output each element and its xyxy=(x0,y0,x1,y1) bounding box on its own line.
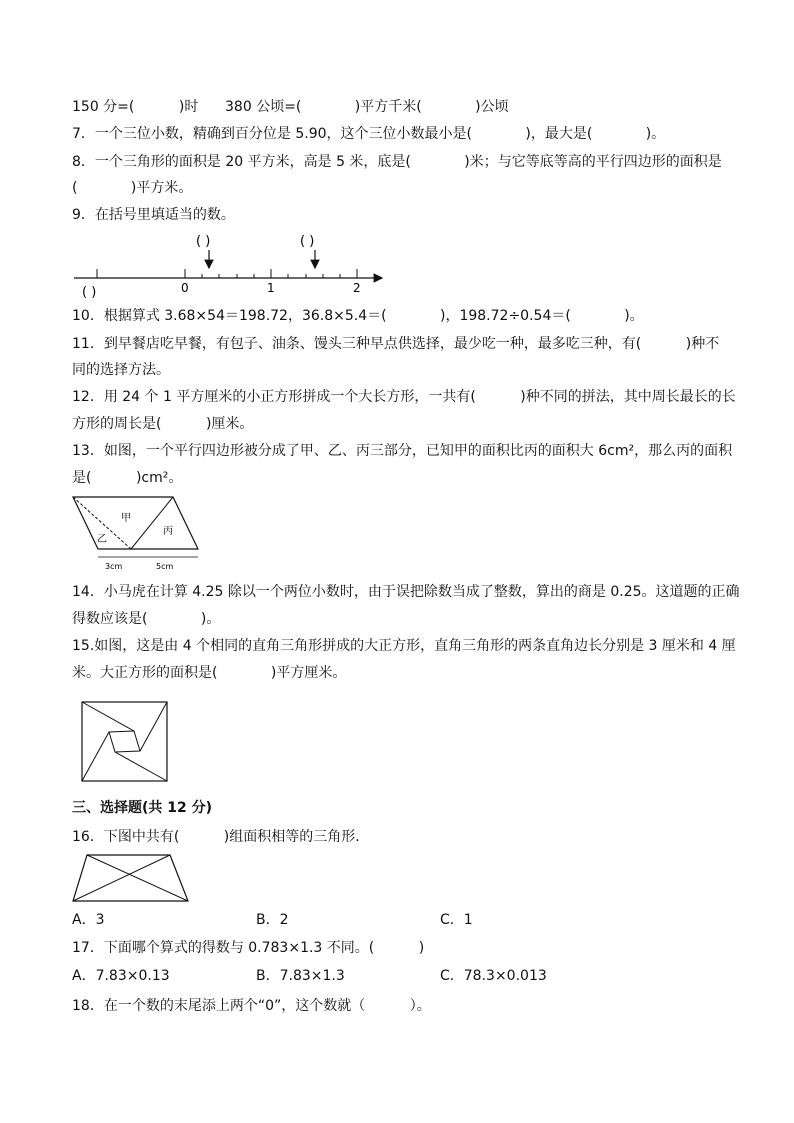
q16-option-c[interactable]: C．1 xyxy=(440,912,473,928)
inner-triangles xyxy=(82,702,167,781)
number-line-ticks xyxy=(97,269,357,278)
dimension-label-right: 5cm xyxy=(156,562,174,571)
question-8-cont: ( )平方米。 xyxy=(72,180,193,196)
number-line-figure xyxy=(70,228,400,304)
parallelogram-outline xyxy=(73,497,198,549)
question-14: 14．小马虎在计算 4.25 除以一个两位小数时，由于误把除数当成了整数，算出的商是 0.25。这道题的正确 xyxy=(72,584,740,600)
question-15-cont: 米。大正方形的面积是( )平方厘米。 xyxy=(72,665,347,681)
question-15: 15.如图，这是由 4 个相同的直角三角形拼成的大正方形，直角三角形的两条直角边长分别是 3 厘米和 4 厘 xyxy=(72,638,736,654)
question-9: 9．在括号里填适当的数。 xyxy=(72,207,235,223)
dimension-label-left: 3cm xyxy=(105,562,123,571)
tick-label-2: 2 xyxy=(353,281,361,295)
question-13: 13．如图，一个平行四边形被分成了甲、乙、丙三部分，已知甲的面积比丙的面积大 6cm²，那么丙的面积 xyxy=(72,443,733,459)
question-14-cont: 得数应该是( )。 xyxy=(72,611,221,627)
tick-label-1: 1 xyxy=(267,281,275,295)
parallelogram-figure xyxy=(70,494,202,574)
label-yi: 乙 xyxy=(97,534,107,545)
label-jia: 甲 xyxy=(121,513,131,524)
section-3-title: 三、选择题(共 12 分) xyxy=(72,800,213,816)
question-16: 16．下图中共有( )组面积相等的三角形． xyxy=(72,829,370,845)
q16-option-b[interactable]: B．2 xyxy=(256,912,289,928)
question-17: 17．下面哪个算式的得数与 0.783×1.3 不同。( ) xyxy=(72,940,425,956)
question-12: 12．用 24 个 1 平方厘米的小正方形拼成一个大长方形，一共有( )种不同的拼法，其中周长最长的长 xyxy=(72,389,736,405)
q17-option-b[interactable]: B．7.83×1.3 xyxy=(256,968,345,984)
numberline-blank-top-2: ( ) xyxy=(300,234,315,249)
question-11: 11．到早餐店吃早餐，有包子、油条、馒头三种早点供选择，最少吃一种，最多吃三种，有( )种不 xyxy=(72,336,720,352)
question-10: 10．根据算式 3.68×54＝198.72，36.8×5.4＝( )，198.72÷0.54＝( )。 xyxy=(72,308,644,324)
divider-line xyxy=(131,497,173,549)
q17-option-c[interactable]: C．78.3×0.013 xyxy=(440,968,547,984)
question-18: 18．在一个数的末尾添上两个“0”，这个数就（ ）。 xyxy=(72,998,431,1014)
q6-continued-line: 150 分=( )时 380 公顷=( )平方千米( )公顷 xyxy=(72,99,509,115)
pinwheel-square-figure xyxy=(80,700,170,784)
question-12-cont: 方形的周长是( )厘米。 xyxy=(72,416,254,432)
q16-option-a[interactable]: A．3 xyxy=(72,912,105,928)
question-13-cont: 是( )cm²。 xyxy=(72,470,183,486)
diagonal-2 xyxy=(73,855,170,901)
outer-square xyxy=(82,702,167,781)
question-7: 7．一个三位小数，精确到百分位是 5.90，这个三位小数最小是( )，最大是( )。 xyxy=(72,126,666,142)
label-bing: 丙 xyxy=(163,526,173,537)
numberline-blank-bottom: ( ) xyxy=(82,285,97,300)
question-11-cont: 同的选择方法。 xyxy=(72,362,170,378)
q17-option-a[interactable]: A．7.83×0.13 xyxy=(72,968,170,984)
question-8: 8．一个三角形的面积是 20 平方米，高是 5 米，底是( )米；与它等底等高的平行四边形的面积是 xyxy=(72,154,722,170)
tick-label-0: 0 xyxy=(181,281,189,295)
trapezoid-outline xyxy=(73,855,188,901)
numberline-blank-top-1: ( ) xyxy=(196,234,211,249)
trapezoid-figure xyxy=(70,851,192,905)
